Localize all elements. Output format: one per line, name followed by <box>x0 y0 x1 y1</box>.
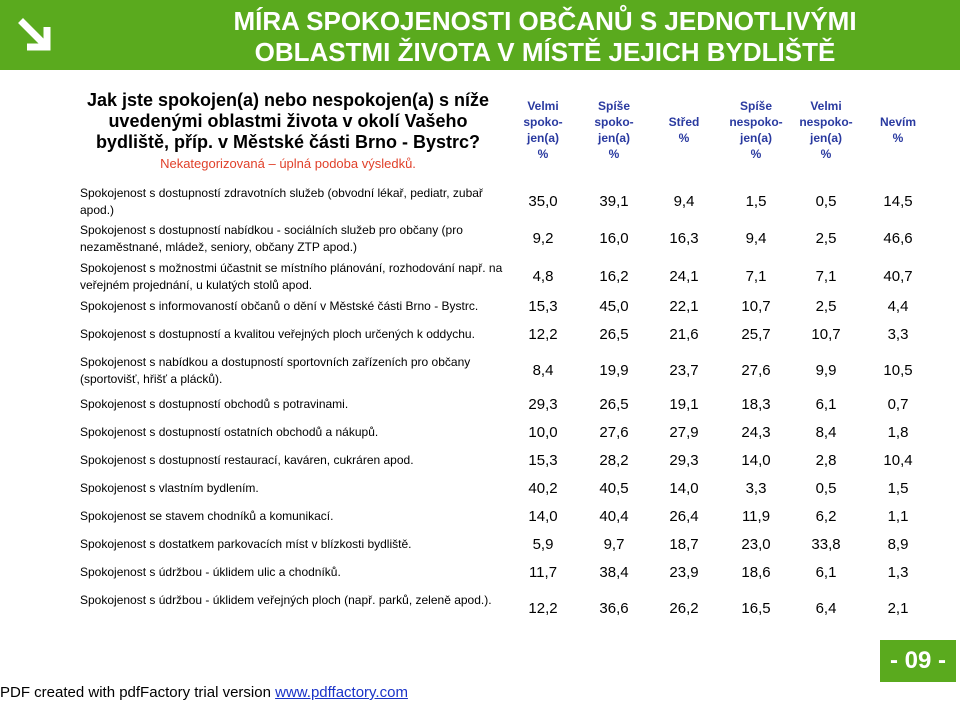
page-title <box>195 6 895 68</box>
table-cell: 19,1 <box>669 396 699 413</box>
column-header-line: Velmi <box>527 99 559 113</box>
column-header-line: spoko- <box>523 115 563 129</box>
question-note: Nekategorizovaná – úplná podoba výsledků. <box>160 156 416 171</box>
header-bar <box>0 0 960 70</box>
column-header-line: jen(a) <box>597 131 630 145</box>
table-cell: 5,9 <box>532 536 554 553</box>
table-cell: 23,0 <box>741 536 771 553</box>
column-header-line: % <box>537 147 549 161</box>
row-label: Spokojenost s údržbou - úklidem ulic a chodníků. <box>80 565 341 579</box>
row-label: Spokojenost s možnostmi účastnit se místního plánování, rozhodování např. na veřejném projednání, u kulatých stolů apod. <box>80 261 503 292</box>
question-line-2: uvedenými oblastmi života v okolí Vašeho <box>108 111 468 131</box>
column-header-line: jen(a) <box>526 131 559 145</box>
table-cell: 40,4 <box>599 508 629 525</box>
column-header-line: % <box>750 147 762 161</box>
table-cell: 6,1 <box>815 564 837 581</box>
arrow-down-right-icon <box>0 0 70 70</box>
table-cell: 10,5 <box>883 362 913 379</box>
table-cell: 16,2 <box>599 268 629 285</box>
column-header-2 <box>579 98 649 162</box>
table-cell: 25,7 <box>741 326 771 343</box>
row-label: Spokojenost s dostupností restaurací, kaváren, cukráren apod. <box>80 453 414 467</box>
table-cell: 26,5 <box>599 396 629 413</box>
table-cell: 26,2 <box>669 600 699 617</box>
row-label: Spokojenost s informovaností občanů o dění v Městské části Brno - Bystrc. <box>80 299 479 313</box>
footer <box>0 684 408 701</box>
table-cell: 15,3 <box>528 452 558 469</box>
column-header-line: jen(a) <box>739 131 772 145</box>
table-cell: 23,9 <box>669 564 699 581</box>
row-label: Spokojenost s dostupností nabídkou - sociálních služeb pro občany (pro nezaměstnané, mládež, seniory, občany ZTP apod.) <box>80 223 463 254</box>
column-header-line: % <box>608 147 620 161</box>
table-cell: 24,1 <box>669 268 699 285</box>
table-cell: 6,2 <box>815 508 837 525</box>
table-cell: 0,5 <box>815 480 837 497</box>
table-cell: 10,7 <box>741 298 771 315</box>
table-cell: 18,3 <box>741 396 771 413</box>
table-cell: 27,6 <box>599 424 629 441</box>
row-label: Spokojenost s dostupností a kvalitou veřejných ploch určených k oddychu. <box>80 327 475 341</box>
table-cell: 27,6 <box>741 362 771 379</box>
row-label: Spokojenost s vlastním bydlením. <box>80 481 259 495</box>
column-header-1 <box>508 98 578 162</box>
table-cell: 40,2 <box>528 480 558 497</box>
table-cell: 8,4 <box>815 424 837 441</box>
table-cell: 10,0 <box>528 424 558 441</box>
table-cell: 16,0 <box>599 230 629 247</box>
table-cell: 38,4 <box>599 564 629 581</box>
table-cell: 12,2 <box>528 326 558 343</box>
table-cell: 4,4 <box>887 298 909 315</box>
table-cell: 14,0 <box>669 480 699 497</box>
table-cell: 2,5 <box>815 298 837 315</box>
column-header-line: spoko- <box>594 115 634 129</box>
table-cell: 1,1 <box>887 508 909 525</box>
table-cell: 40,7 <box>883 268 913 285</box>
row-label: Spokojenost s údržbou - úklidem veřejných ploch (např. parků, zeleně apod.). <box>80 593 492 607</box>
table-cell: 0,7 <box>887 396 909 413</box>
table-cell: 11,9 <box>741 508 771 525</box>
column-header-line: Velmi <box>810 99 842 113</box>
table-cell: 14,5 <box>883 193 913 210</box>
table-cell: 1,5 <box>745 193 767 210</box>
row-label: Spokojenost s nabídkou a dostupností sportovních zařízeních pro občany (sportovišť, hřišť a plácků). <box>80 355 471 386</box>
table-cell: 39,1 <box>599 193 629 210</box>
table-cell: 29,3 <box>669 452 699 469</box>
table-cell: 9,9 <box>815 362 837 379</box>
table-cell: 9,4 <box>745 230 767 247</box>
table-cell: 8,9 <box>887 536 909 553</box>
table-cell: 0,5 <box>815 193 837 210</box>
column-header-3 <box>649 114 719 146</box>
column-header-line: Střed <box>668 115 700 129</box>
footer-text: PDF created with pdfFactory trial version <box>0 684 276 701</box>
table-cell: 14,0 <box>528 508 558 525</box>
table-cell: 1,8 <box>887 424 909 441</box>
question-line-3: bydliště, příp. v Městské části Brno - Bystrc? <box>95 132 481 152</box>
row-label: Spokojenost s dostupností ostatních obchodů a nákupů. <box>80 425 379 439</box>
table-cell: 2,5 <box>815 230 837 247</box>
table-cell: 46,6 <box>883 230 913 247</box>
table-cell: 6,1 <box>815 396 837 413</box>
footer-link[interactable]: www.pdffactory.com <box>275 684 408 701</box>
table-cell: 18,7 <box>669 536 699 553</box>
table-cell: 1,3 <box>887 564 909 581</box>
row-label: Spokojenost s dostatkem parkovacích míst v blízkosti bydliště. <box>80 537 412 551</box>
row-label: Spokojenost s dostupností zdravotních služeb (obvodní lékař, pediatr, zubař apod.) <box>80 186 483 217</box>
column-header-line: nespoko- <box>729 115 783 129</box>
table-cell: 9,7 <box>603 536 625 553</box>
table-cell: 7,1 <box>815 268 837 285</box>
title-line-1: MÍRA SPOKOJENOSTI OBČANŮ S JEDNOTLIVÝMI <box>233 6 857 36</box>
row-label: Spokojenost s dostupností obchodů s potravinami. <box>80 397 349 411</box>
table-cell: 1,5 <box>887 480 909 497</box>
table-cell: 10,7 <box>811 326 841 343</box>
table-cell: 18,6 <box>741 564 771 581</box>
table-cell: 16,5 <box>741 600 771 617</box>
table-cell: 9,2 <box>532 230 554 247</box>
table-cell: 19,9 <box>599 362 629 379</box>
table-cell: 28,2 <box>599 452 629 469</box>
table-cell: 11,7 <box>528 564 558 581</box>
column-header-line: % <box>892 131 904 145</box>
table-cell: 9,4 <box>673 193 695 210</box>
column-header-6 <box>863 114 933 146</box>
table-cell: 2,1 <box>887 600 909 617</box>
table-cell: 7,1 <box>745 268 767 285</box>
table-cell: 14,0 <box>741 452 771 469</box>
column-header-line: % <box>678 131 690 145</box>
table-cell: 3,3 <box>887 326 909 343</box>
table-cell: 40,5 <box>599 480 629 497</box>
table-cell: 45,0 <box>599 298 629 315</box>
title-line-2: OBLASTMI ŽIVOTA V MÍSTĚ JEJICH BYDLIŠTĚ <box>254 37 836 67</box>
table-cell: 16,3 <box>669 230 699 247</box>
table-cell: 12,2 <box>528 600 558 617</box>
column-header-line: Nevím <box>879 115 917 129</box>
survey-question <box>78 90 498 171</box>
question-line-1: Jak jste spokojen(a) nebo nespokojen(a) s níže <box>86 90 490 110</box>
table-cell: 26,4 <box>669 508 699 525</box>
table-cell: 8,4 <box>532 362 554 379</box>
table-cell: 15,3 <box>528 298 558 315</box>
column-header-line: jen(a) <box>809 131 842 145</box>
table-cell: 22,1 <box>669 298 699 315</box>
column-header-line: nespoko- <box>799 115 853 129</box>
table-cell: 3,3 <box>745 480 767 497</box>
table-cell: 29,3 <box>528 396 558 413</box>
table-cell: 2,8 <box>815 452 837 469</box>
table-cell: 6,4 <box>815 600 837 617</box>
table-cell: 10,4 <box>883 452 913 469</box>
table-cell: 24,3 <box>741 424 771 441</box>
table-cell: 21,6 <box>669 326 699 343</box>
column-header-line: Spíše <box>597 99 630 113</box>
table-cell: 4,8 <box>532 268 554 285</box>
table-cell: 36,6 <box>599 600 629 617</box>
table-cell: 33,8 <box>811 536 841 553</box>
column-header-line: Spíše <box>739 99 772 113</box>
table-cell: 26,5 <box>599 326 629 343</box>
table-cell: 35,0 <box>528 193 558 210</box>
page-number: - 09 - <box>880 640 956 682</box>
column-header-4 <box>721 98 791 162</box>
row-label: Spokojenost se stavem chodníků a komunikací. <box>80 509 334 523</box>
column-header-5 <box>791 98 861 162</box>
column-header-line: % <box>820 147 832 161</box>
table-cell: 23,7 <box>669 362 699 379</box>
table-cell: 27,9 <box>669 424 699 441</box>
